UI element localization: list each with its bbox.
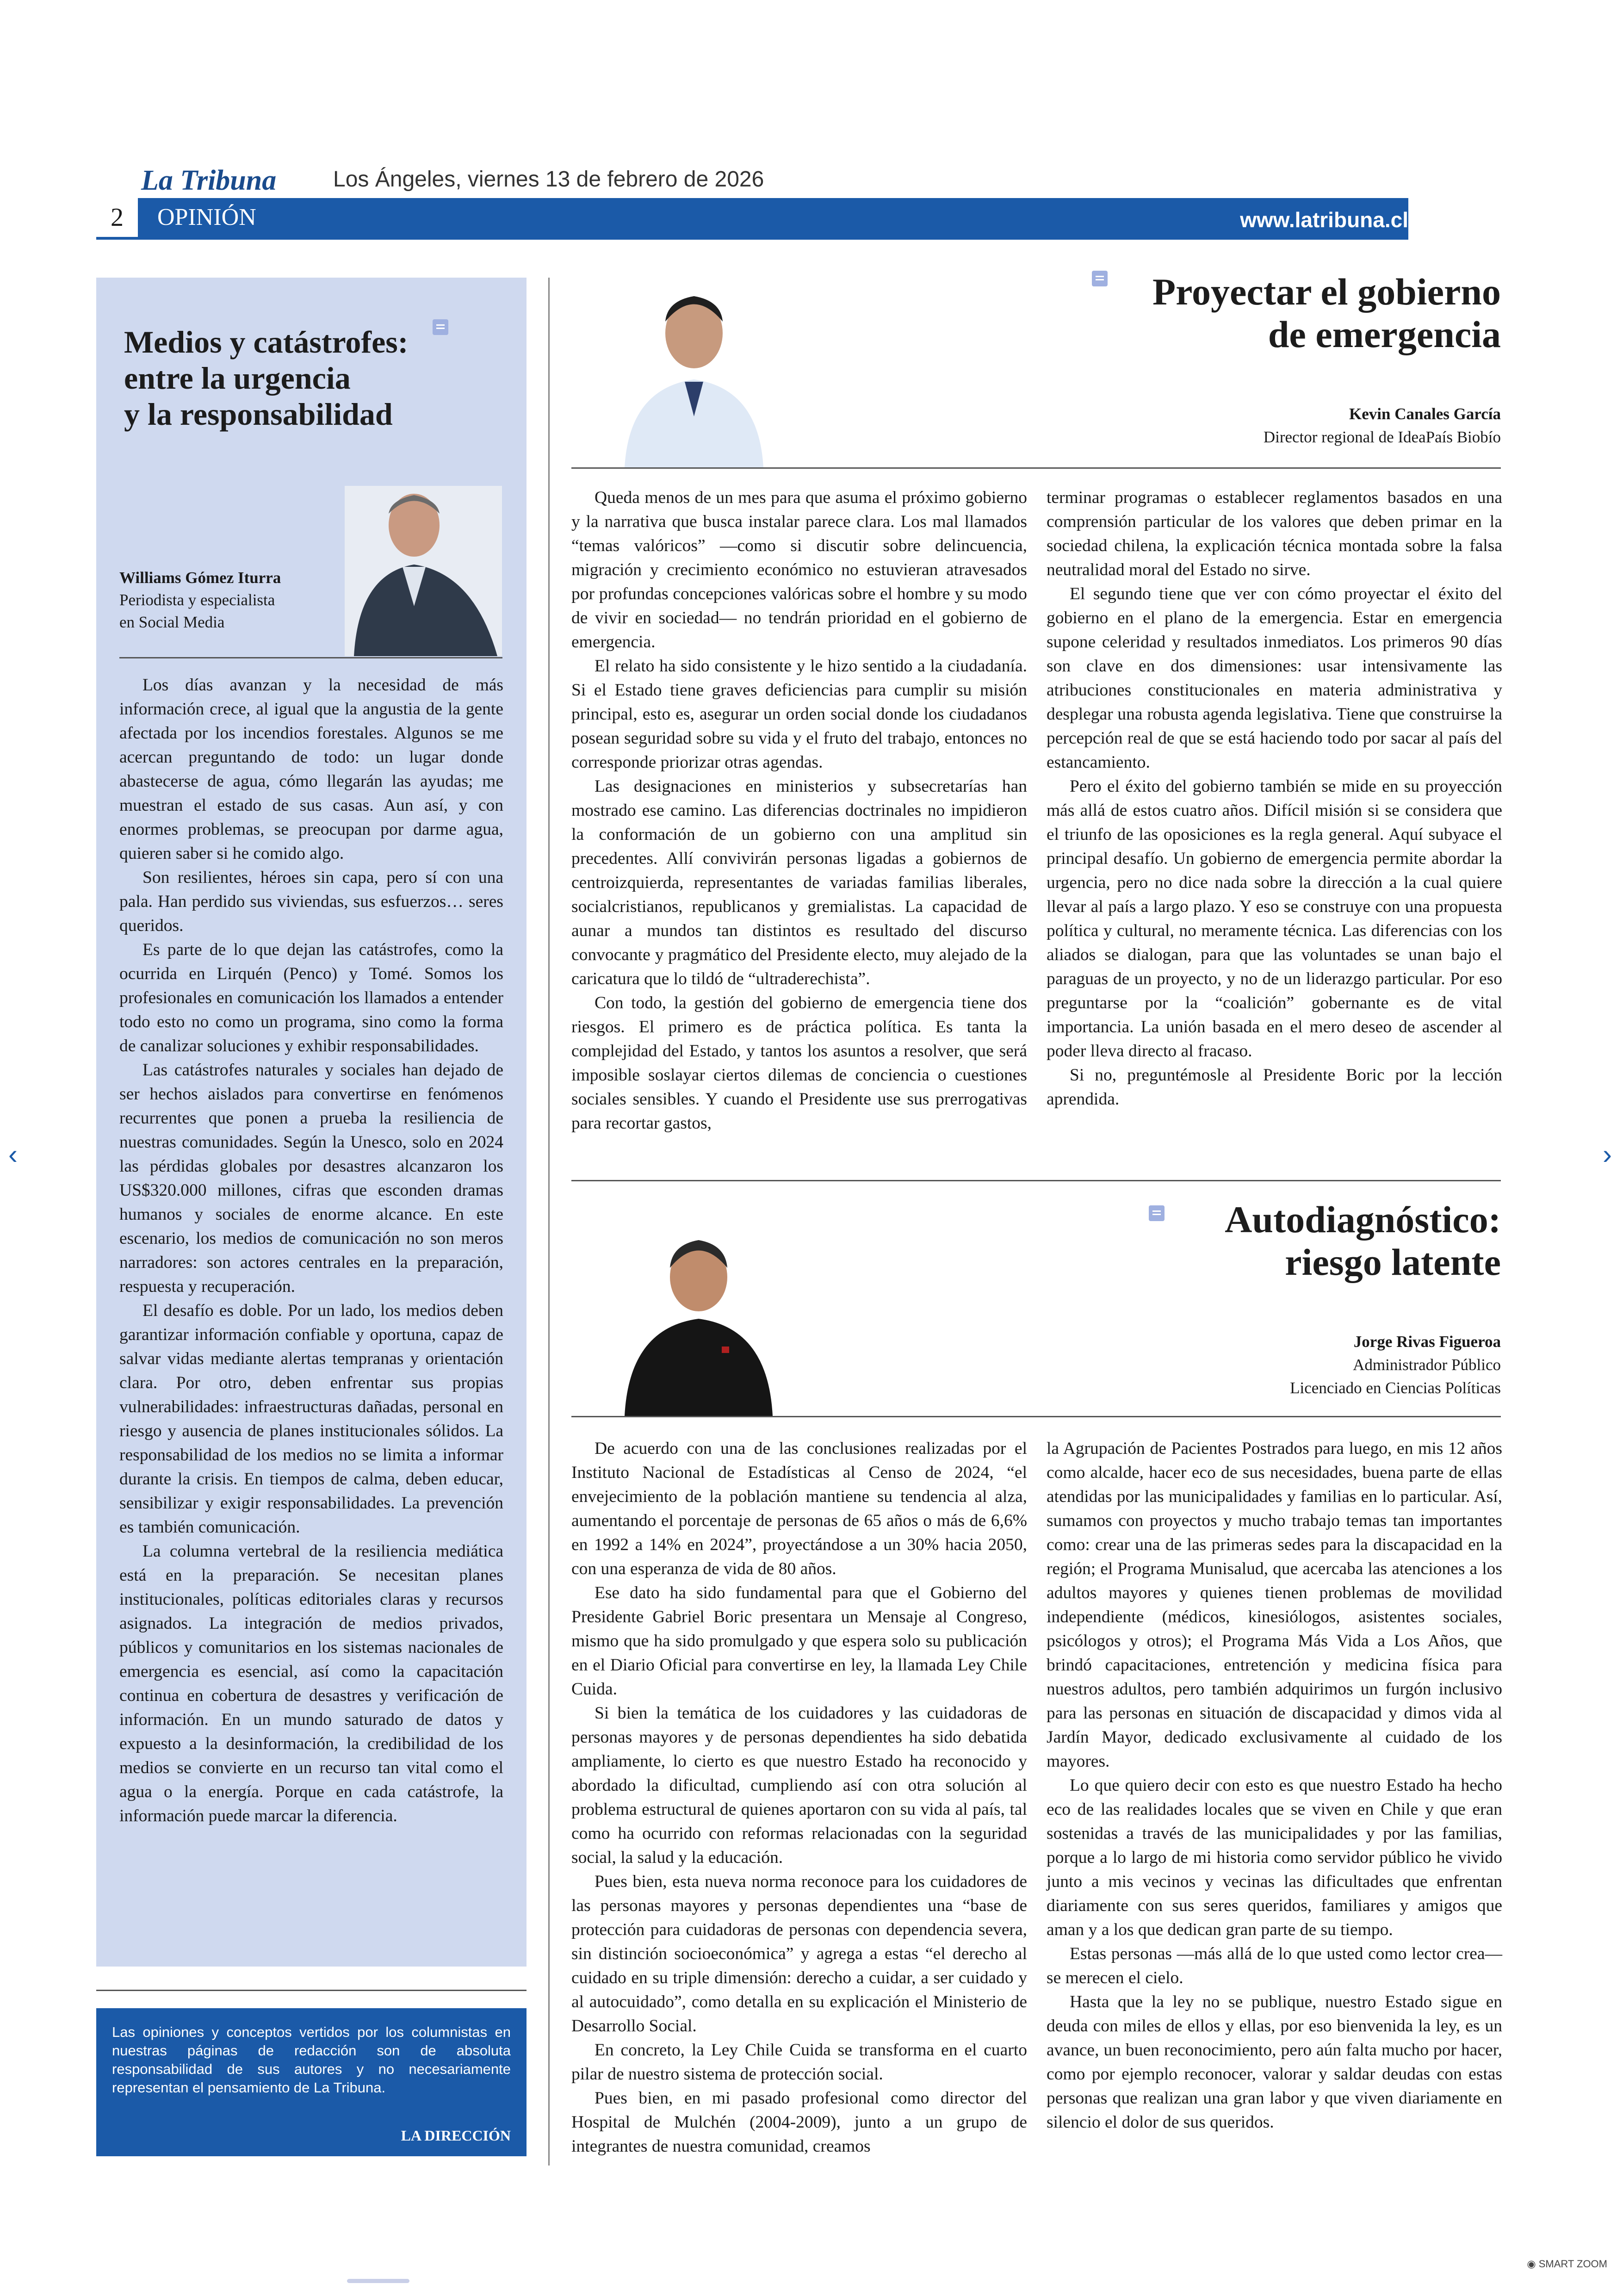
- bottom-article-byline: [1290, 1330, 1501, 1400]
- top-article-column-1: [571, 486, 1027, 1136]
- body-paragraph: Pues bien, esta nueva norma reconoce para los cuidadores de las personas mayores y personas dependientes una “base de protección para cuidadoras de personas con dependencia severa, sin distinción socioeconómica” y agrega a estas “el derecho al cuidado en su triple dimensión: derecho a cuidar, a ser cuidado y al autocuidado”, como detalla en su explicación el Ministerio de Desarrollo Social.: [571, 1872, 1027, 2035]
- title-line: Medios y catástrofes:: [124, 324, 409, 360]
- body-paragraph: Pero el éxito del gobierno también se mide en su proyección más allá de estos cuatro años. Difícil misión si se considera que el triunfo de las oposiciones es la regla general. Aquí subyace el principal desafío. Un gobierno de emergencia permite abordar la urgencia, pero no dice nada sobre la dirección a la cual quiere llevar al país a largo plazo. Y eso se construye con una propuesta política y cultural, no meramente técnica. Las diferencias con los aliados se dialogan, para que las voluntades se unan bajo el paraguas de un proyecto, y no de un liderazgo particular. Por eso preguntarse por la “coalición” gobernante es de vital importancia. La unión basada en el mero deseo de ascender al poder lleva directo al fracaso.: [1047, 777, 1502, 1061]
- body-paragraph: Con todo, la gestión del gobierno de emergencia tiene dos riesgos. El primero es de práctica política. Es tanta la complejidad del Estado, y tantos los asuntos a resolver, que será imposible soslayar ciertos dilemas de conciencia o cuestiones sociales sensibles. Y cuando el Presidente use sus prerrogativas para recortar gastos,: [571, 993, 1027, 1133]
- smart-zoom-label: SMART ZOOM: [1538, 2258, 1607, 2270]
- top-article-title: [1152, 271, 1501, 356]
- left-article-body: [119, 673, 503, 1828]
- body-paragraph: En concreto, la Ley Chile Cuida se transforma en el cuarto pilar de nuestro sistema de protección social.: [571, 2041, 1027, 2084]
- title-line: y la responsabilidad: [124, 397, 393, 432]
- body-paragraph: Es parte de lo que dejan las catástrofes, como la ocurrida en Lirquén (Penco) y Tomé. Somos los profesionales en comunicación los llamados a entender todo esto no como un programa, sino como la forma de canalizar soluciones y exhibir responsabilidades.: [119, 940, 503, 1055]
- portrait-illustration: [611, 1222, 787, 1416]
- body-paragraph: El relato ha sido consistente y le hizo sentido a la ciudadanía. Si el Estado tiene graves deficiencias para cumplir su misión principal, esto es, asegurar un orden social donde los ciudadanos posean seguridad sobre su vida y el fruto del trabajo, entonces no corresponde priorizar otras agendas.: [571, 657, 1027, 772]
- author-name: Kevin Canales García: [1349, 405, 1501, 423]
- title-line: de emergencia: [1268, 313, 1501, 355]
- byline-divider: [119, 657, 502, 658]
- bottom-article-rule: [571, 1416, 1501, 1417]
- left-article-byline: [119, 567, 281, 633]
- body-paragraph: Hasta que la ley no se publique, nuestro Estado sigue en deuda con miles de ellos y ellas, por eso bienvenida la ley, es un avance, un buen reconocimiento, pero aún falta mucho por hacer, como por ejemplo reconocer, valorar y saldar deudas con estas personas que realizan una gran labor y que viven diariamente en silencio el dolor de sus queridos.: [1047, 1992, 1502, 2132]
- column-divider: [548, 278, 550, 2166]
- note-icon[interactable]: [433, 319, 448, 335]
- body-paragraph: Pues bien, en mi pasado profesional como director del Hospital de Mulchén (2004-2009), junto a un grupo de integrantes de nuestra comunidad, creamos: [571, 2089, 1027, 2156]
- bottom-article-title: [1225, 1198, 1501, 1284]
- author-role: Director regional de IdeaPaís Biobío: [1263, 428, 1501, 446]
- portrait-illustration: [345, 486, 502, 656]
- body-paragraph: terminar programas o establecer reglamentos basados en una comprensión particular de los valores que deben primar en la sociedad chilena, la explicación técnica montada sobre la falsa neutralidad moral del Estado no sirve.: [1047, 488, 1502, 579]
- top-article-column-2: [1047, 486, 1502, 1111]
- section-header-bar: [96, 198, 1408, 240]
- disclaimer-divider: [96, 1990, 527, 1991]
- title-line: entre la urgencia: [124, 360, 351, 396]
- author-photo-canales: [611, 278, 777, 467]
- body-paragraph: Si bien la temática de los cuidadores y las cuidadoras de personas mayores y de personas dependientes ha sido debatida ampliamente, lo cierto es que nuestro Estado ha reconocido y abordado la dificultad, cumpliendo así con otra solución al problema estructural de quienes aportaron con su vida al país, tal como ha ocurrido con reformas relacionadas con la seguridad social, la salud y la educación.: [571, 1704, 1027, 1867]
- disclaimer-text: Las opiniones y conceptos vertidos por los columnistas en nuestras páginas de redacción son de absoluta responsabilidad de sus autores y no necesariamente representan el pensamiento de La Tribuna.: [112, 2024, 511, 2096]
- page-scroll-indicator[interactable]: [347, 2279, 409, 2283]
- body-paragraph: Ese dato ha sido fundamental para que el Gobierno del Presidente Gabriel Boric presentara un Mensaje al Congreso, mismo que ha sido promulgado y que espera solo su publicación en el Diario Oficial para convertirse en ley, la llamada Ley Chile Cuida.: [571, 1583, 1027, 1699]
- body-paragraph: la Agrupación de Pacientes Postrados para luego, en mis 12 años como alcalde, hacer eco de sus necesidades, buena parte de ellas atendidas por las municipalidades y familias en lo particular. Así, sumamos con proyectos y mucho trabajo temas tan importantes como: crear una de las primeras sedes para la discapacidad en la región; el Programa Munisalud, que acercaba las atenciones a los adultos mayores y quienes tienen problemas de movilidad independiente (médicos, kinesiólogos, asistentes sociales, psicólogos y otros); el Programa Más Vida a Los Años, que brindó capacitaciones, entretención y medicina física para nuestros adultos, pero también adquirimos un furgón inclusivo para las personas en situación de discapacidad y dimos vida al Jardín Mayor, dedicado exclusivamente al cuidado de los mayores.: [1047, 1439, 1502, 1771]
- body-paragraph: Queda menos de un mes para que asuma el próximo gobierno y la narrativa que busca instalar parece clara. Los mal llamados “temas valóricos” —como si discutir sobre delincuencia, migración y crecimiento económico no estuvieran atravesados por profundas concepciones valóricas sobre el hombre y su modo de vivir en sociedad— no tendrán prioridad en el gobierno de emergencia.: [571, 488, 1027, 652]
- author-role: Administrador Público: [1353, 1356, 1501, 1374]
- disclaimer-signature: LA DIRECCIÓN: [401, 2127, 511, 2144]
- eye-icon: ◉: [1527, 2258, 1536, 2270]
- body-paragraph: De acuerdo con una de las conclusiones realizadas por el Instituto Nacional de Estadísticas al Censo de 2024, “el envejecimiento de la población mantiene su tendencia al alza, aumentando el porcentaje de personas de 65 años o más de 6,6% en 1992 a 14% en 2024”, proyectándose a un 30% hacia 2050, con una esperanza de vida de 80 años.: [571, 1439, 1027, 1578]
- bottom-article-column-2: [1047, 1437, 1502, 2135]
- website-link[interactable]: www.latribuna.cl: [1240, 208, 1408, 232]
- author-role: Licenciado en Ciencias Políticas: [1290, 1379, 1501, 1397]
- author-photo-rivas: [611, 1222, 787, 1416]
- bottom-article-column-1: [571, 1437, 1027, 2159]
- newspaper-logo: La Tribuna: [141, 165, 277, 196]
- body-paragraph: Los días avanzan y la necesidad de más información crece, al igual que la angustia de la gente afectada por los incendios forestales. Algunos se me acercan preguntando de todo: un lugar donde abastecerse de agua, cómo llegarán las ayudas; me muestran el estado de sus casas. Aun así, y con enormes problemas, se preocupan por darme agua, quieren saber si he comido algo.: [119, 676, 503, 863]
- author-role: en Social Media: [119, 613, 225, 631]
- body-paragraph: Lo que quiero decir con esto es que nuestro Estado ha hecho eco de las realidades locales que se viven en Chile y que eran sostenidas a través de las municipalidades y por las familias, porque a lo largo de mi historia como servidor público he vivido junto a mis vecinos y vecinas las dificultades que enfrentan diariamente con sus seres queridos, familiares y amigos que aman y a los que dedican gran parte de su tiempo.: [1047, 1776, 1502, 1939]
- note-icon[interactable]: [1149, 1205, 1165, 1221]
- article-separator: [571, 1180, 1501, 1181]
- next-page-button[interactable]: ›: [1603, 1139, 1612, 1170]
- top-article-rule: [571, 467, 1501, 469]
- left-article-title: [124, 324, 408, 432]
- body-paragraph: Si no, preguntémosle al Presidente Boric por la lección aprendida.: [1047, 1066, 1502, 1109]
- body-paragraph: El segundo tiene que ver con cómo proyectar el éxito del gobierno en el plano de la emergencia. Estar en emergencia supone celeridad y resultados inmediatos. Los primeros 90 días son clave en dos dimensiones: usar intensivamente las atribuciones constitucionales en materia administrativa y desplegar una robusta agenda legislativa. Tiene que construirse la percepción real de que se está haciendo todo por sacar al país del estancamiento.: [1047, 584, 1502, 772]
- title-line: Autodiagnóstico:: [1225, 1198, 1501, 1241]
- page-number: 2: [96, 198, 138, 240]
- section-title: OPINIÓN: [157, 204, 256, 230]
- body-paragraph: El desafío es doble. Por un lado, los medios deben garantizar información confiable y oportuna, capaz de salvar vidas mediante alertas tempranas y orientación clara. Por otro, deben enfrentar sus propias vulnerabilidades: infraestructuras dañadas, personal en riesgo y ausencia de planes institucionales sólidos. La responsabilidad de los medios no se limita a informar durante la crisis. En tiempos de calma, deben educar, sensibilizar y exigir responsabilidades. La prevención es también comunicación.: [119, 1301, 503, 1537]
- title-line: riesgo latente: [1285, 1241, 1501, 1283]
- body-paragraph: La columna vertebral de la resiliencia mediática está en la preparación. Se necesitan planes institucionales, políticas editoriales claras y recursos asignados. La integración de medios privados, públicos y comunitarios en los sistemas nacionales de emergencia es esencial, así como la capacitación continua en cobertura de desastres y verificación de información. En un mundo saturado de datos y expuesto a la desinformación, la credibilidad de los medios se convierte en un recurso tan vital como el agua o la energía. Porque en cada catástrofe, la información puede marcar la diferencia.: [119, 1542, 503, 1825]
- note-icon[interactable]: [1092, 271, 1108, 286]
- author-name: Jorge Rivas Figueroa: [1353, 1333, 1501, 1351]
- prev-page-button[interactable]: ‹: [8, 1139, 18, 1170]
- body-paragraph: Las designaciones en ministerios y subsecretarías han mostrado ese camino. Las diferencias doctrinales no impidieron la conformación de un gobierno con una amplitud sin precedentes. Allí convivirán personas ligadas a gobiernos de centroizquierda, representantes de variadas familias liberales, socialcristianos, republicanos y gremialistas. La capacidad de aunar a mundos tan distintos es resultado del discurso convocante y pragmático del Presidente electo, muy alejado de la caricatura que lo tildó de “ultraderechista”.: [571, 777, 1027, 988]
- portrait-illustration: [611, 278, 777, 467]
- body-paragraph: Estas personas —más allá de lo que usted como lector crea— se merecen el cielo.: [1047, 1944, 1502, 1987]
- issue-date: Los Ángeles, viernes 13 de febrero de 2026: [333, 167, 764, 192]
- author-photo-gomez: [345, 486, 502, 656]
- title-line: Proyectar el gobierno: [1152, 271, 1501, 313]
- author-name: Williams Gómez Iturra: [119, 569, 281, 587]
- body-paragraph: Las catástrofes naturales y sociales han dejado de ser hechos aislados para convertirse en fenómenos recurrentes que ponen a prueba la resiliencia de nuestras comunidades. Según la Unesco, solo en 2024 las pérdidas globales por desastres alcanzaron los US$320.000 millones, cifras que esconden dramas humanos y sociales de enorme alcance. En este escenario, los medios de comunicación no son meros narradores: son actores centrales en la preparación, respuesta y recuperación.: [119, 1061, 503, 1296]
- author-role: Periodista y especialista: [119, 591, 275, 609]
- top-article-byline: [1264, 403, 1501, 449]
- body-paragraph: Son resilientes, héroes sin capa, pero sí con una pala. Han perdido sus viviendas, sus esfuerzos… seres queridos.: [119, 868, 503, 935]
- editorial-disclaimer: [96, 2008, 527, 2156]
- smart-zoom-control[interactable]: [1527, 2258, 1607, 2270]
